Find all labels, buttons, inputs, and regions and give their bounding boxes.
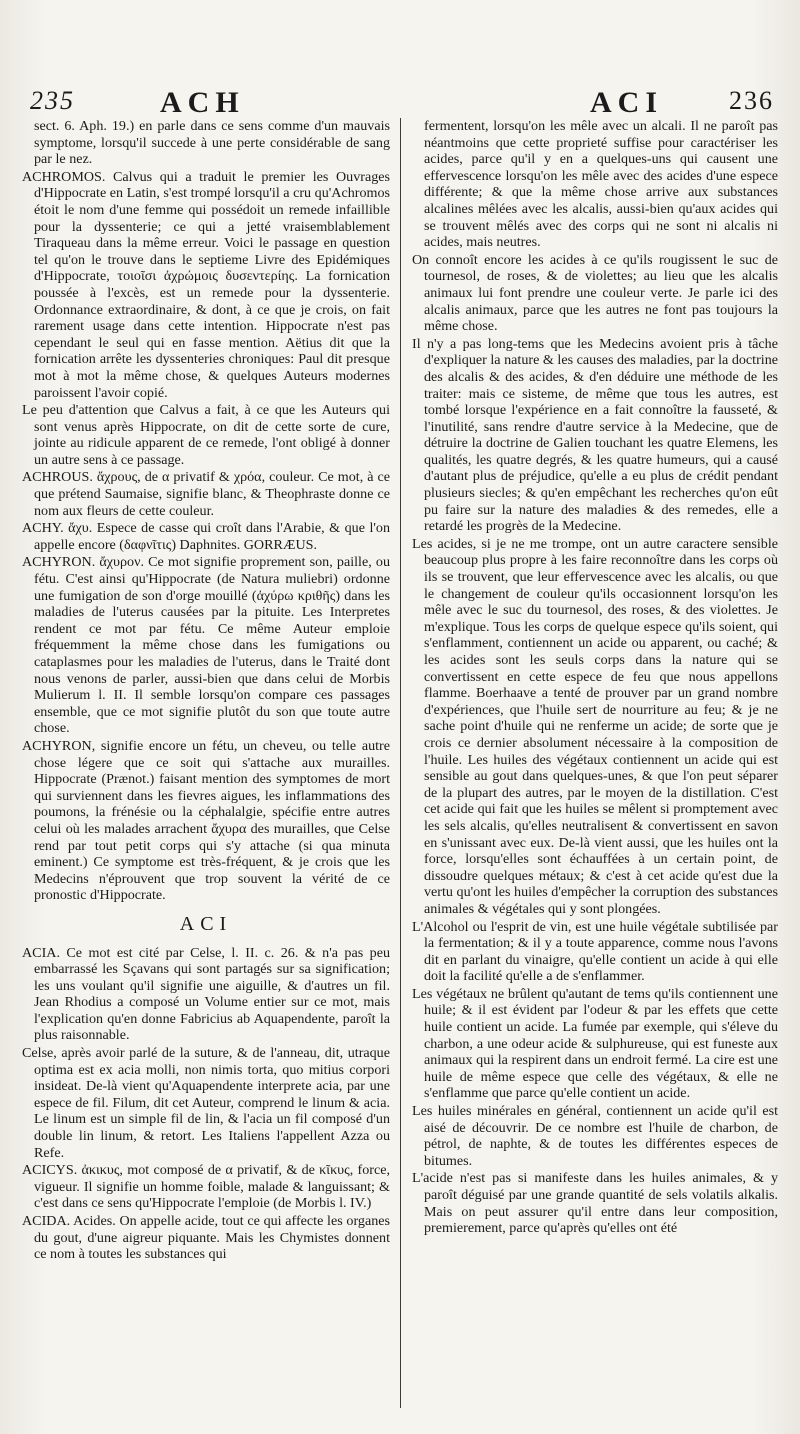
entry-paragraph: fermentent, lorsqu'on les mêle avec un alcali. Il ne paroît pas néantmoins que cette proprieté suffise pour caractériser les acides, parce qu'il y en a quelques-uns qui causent une effervescence lorsqu'on les mêle avec des acides d'une espece différente; & que la même chose arrive aux substances alcalines mêlées avec les alcalis, aussi-bien qu'aux acides qui se trouvent mêlés avec des corps qui ne sont ni alcalis ni acides, mais neutres.: [424, 118, 778, 251]
entry-paragraph: L'acide n'est pas si manifeste dans les huiles animales, & y paroît déguisé par une grande quantité de sels volatils alkalis. Mais on peut assurer qu'il entre dans leur composition, premierement, parce qu'après qu'elles ont été: [412, 1170, 778, 1237]
entry-paragraph: Celse, après avoir parlé de la suture, & de l'anneau, dit, utraque optima est ex acia molli, non nimis torta, quo mitius corpori insideat. De-là vient qu'Aquapendente interprete acia, par une espece de fil. Filum, dit cet Auteur, comprend le linum & acia. Le linum est un simple fil de lin, & l'acia un fil composé d'un double lin linum, & retort. Les Italiens l'appellent Azza ou Refe.: [22, 1045, 390, 1161]
entry-acida: ACIDA. Acides. On appelle acide, tout ce qui affecte les organes du gout, d'une aigreur piquante. Mais les Chymistes donnent ce nom à toutes les substances qui: [22, 1213, 390, 1263]
left-column: [22, 118, 390, 1264]
entry-paragraph: Il n'y a pas long-tems que les Medecins avoient pris à tâche d'expliquer la nature & les causes des maladies, par la doctrine des alcalis & des acides, & d'en déduire une méthode de les traiter: mais ce sisteme, de même que tous les autres, est tombé lorsque l'expérience en a fait connoître la fausseté, & l'inutilité, sans rendre d'autre service à la Medecine, que de détruire la doctrine de Galien touchant les quatre Elemens, les qualités, les quatre degrés, & les quatre humeurs, qui a causé d'autant plus de préjudice, qu'elle a eu plus de crédit pendant plusieurs siecles; & qu'en empêchant les recherches qu'on eût pu faire sur la nature des maladies & des remedes, elle a retardé les progrès de la Medecine.: [412, 335, 778, 535]
column-rule: [400, 118, 401, 1408]
entry-paragraph: Les huiles minérales en général, contiennent un acide qu'il est aisé de découvrir. De ce nombre est l'huile de charbon, de pétrol, de naphte, & de toutes les différentes especes de bitumes.: [412, 1103, 778, 1169]
entry-paragraph: Les acides, si je ne me trompe, ont un autre caractere sensible beaucoup plus propre à les faire reconnoître dans les corps où ils se trouvent, que leur effervescence avec les alcalis, ou que le changement de couleur qu'ils occasionnent lorsqu'on les mêle avec le suc du tournesol, des roses, & des violettes. Je m'explique. Tous les corps de quelque espece qu'ils soient, qui s'enflamment, contiennent un acide ou apparent, ou caché; & les acides sont les seuls corps dans la nature qui se convertissent en cette espece de feu que nous appellons flamme. Boerhaave a tenté de prouver par un grand nombre d'expériences, que l'huile sert de nourriture au feu; & je ne sache point d'huile qui ne renferme un acide; de sorte que je crois ce dernier absolument nécessaire à la composition de l'huile. Les huiles des végétaux contiennent un acide qui est sensible au gout dans quelques-unes, & que l'on peut séparer de la plupart des autres, par le moyen de la distillation. C'est cet acide qui fait que les huiles se mêlent si promptement avec les sels alcalis, qu'elles neutralisent & convertissent en savon en s'unissant avec eux. De-là vient aussi, que les huiles ont la force, lorsqu'elles sont échauffées à un certain point, de dissoudre quelques métaux; & c'est à cet acide qu'est due la vertu qu'ont les huiles d'empêcher la corruption des substances animales & végétales qui y sont plongées.: [412, 535, 778, 917]
page-number-right: 236: [729, 86, 774, 115]
entry-paragraph: L'Alcohol ou l'esprit de vin, est une huile végétale subtilisée par la fermentation; & il y a toute apparence, comme nous l'avons dit en parlant du vinaigre, qu'elle contient un acide à qui elle doit la facilité qu'elle a de s'enflammer.: [412, 918, 778, 985]
headword-left: ACH: [160, 86, 245, 119]
entry-achyron: ACHYRON. ἄχυρον. Ce mot signifie proprement son, paille, ou fétu. C'est ainsi qu'Hippocrate (de Natura muliebri) ordonne une fumigation de son d'orge mouillé (ἀχύρω κριθῆς) dans les maladies de l'uterus causées par la pituite. Les Interpretes rendent ce mot par fétu. Ce même Auteur emploie fréquemment la même chose dans les fumigations ou cataplasmes pour les maladies de l'uterus, dans le Traité dont nous venons de parler, aussi-bien que dans celui de Morbis Mulierum l. II. Il semble lorsqu'on compare ces passages ensemble, que ce mot signifie plutôt du son que toute autre chose.: [22, 554, 390, 737]
entry-paragraph: On connoît encore les acides à ce qu'ils rougissent le suc de tournesol, de roses, & de violettes; au lieu que les alcalis animaux lui font prendre une couleur verte. Je parle ici des alcalis animaux, parce que les autres ne font pas toujours la même chose.: [412, 251, 778, 335]
entry-paragraph: sect. 6. Aph. 19.) en parle dans ce sens comme d'un mauvais symptome, lorsqu'il succede à une perte considérable de sang par le nez.: [34, 118, 390, 168]
entry-paragraph: Les végétaux ne brûlent qu'autant de tems qu'ils contiennent une huile; & il est évident par l'odeur & par les effets que cette huile contient un acide. La fumée par exemple, qui s'éleve du charbon, a une odeur acide & sulphureuse, qui est funeste aux animaux qui la respirent dans un endroit fermé. La cire est une huile de même espece que celle des végétaux, & elle ne s'enflamme que parce qu'elle contient un acide.: [412, 985, 778, 1102]
headword-right: ACI: [590, 86, 664, 119]
entry-achyron-2: ACHYRON, signifie encore un fétu, un cheveu, ou telle autre chose légere que ce soit qui s'attache aux murailles. Hippocrate (Prænot.) faisant mention des symptomes de mort qui surviennent dans les fievres aigues, les inflammations des poumons, la frénésie ou la céphalalgie, spécifie entre autres celui où les malades arrachent ἄχυρα des murailles, que Celse rend par tout petit corps qui s'y attache (si qua minuta eminent.) Ce symptome est très-fréquent, & je crois que les Medecins n'éprouvent que trop souvent la vérité de ce pronostic d'Hippocrate.: [22, 737, 390, 904]
entry-achromos: ACHROMOS. Calvus qui a traduit le premier les Ouvrages d'Hippocrate en Latin, s'est trompé lorsqu'il a cru qu'Achromos étoit le nom d'une femme qui possédoit un remede infaillible pour la dyssenterie; ce qui a jetté vraisemblablement Tiraqueau dans la même erreur. Voici le passage en question tel qu'on le trouve dans le septieme Livre des Epidémiques d'Hippocrate, τοιοῖσι ἀχρώμοις δυσεντερίης. La fornication poussée à l'excès, est un remede pour la dyssenterie. Ordonnance extraordinaire, & dont, à ce que je crois, on fait rarement usage dans cette intention. Hippocrate n'est pas cependant le seul qui en fasse mention. Aëtius dit que la fornication arrête les dyssenteries chroniques: Paul dit presque mot à mot la même chose, & quelques Auteurs modernes paroissent l'avoir copié.: [22, 168, 390, 401]
right-column: [412, 118, 778, 1238]
entry-paragraph: Le peu d'attention que Calvus a fait, à ce que les Auteurs qui sont venus après Hippocrate, on dit de cette sorte de cure, jointe au ridicule apparent de ce remede, l'ont obligé à donner un autre sens à ce passage.: [22, 402, 390, 468]
entry-acicys: ACICYS. ἀκικυς, mot composé de α privatif, & de κῖκυς, force, vigueur. Il signifie un homme foible, malade & languissant; & c'est dans ce sens qu'Hippocrate l'emploie (de Morbis l. IV.): [22, 1162, 390, 1212]
entry-achrous: ACHROUS. ἄχρους, de α privatif & χρόα, couleur. Ce mot, à ce que prétend Saumaise, signifie blanc, & Theophraste donne ce nom aux fleurs de cette couleur.: [22, 469, 390, 519]
entry-achy: ACHY. ἄχυ. Espece de casse qui croît dans l'Arabie, & que l'on appelle encore (δαφνῖτις) Daphnites. GORRÆUS.: [22, 520, 390, 553]
entry-acia: ACIA. Ce mot est cité par Celse, l. II. c. 26. & n'a pas peu embarrassé les Sçavans qui sont partagés sur sa signification; les uns voulant qu'il signifie une aiguille, & d'autres un fil. Jean Rhodius a composé un Volume entier sur ce mot, mais l'explication qu'en donne Fabricius ab Aquapendente, paroît la plus raisonnable.: [22, 944, 390, 1044]
page-number-left: 235: [30, 86, 75, 115]
section-title: ACI: [179, 912, 233, 935]
